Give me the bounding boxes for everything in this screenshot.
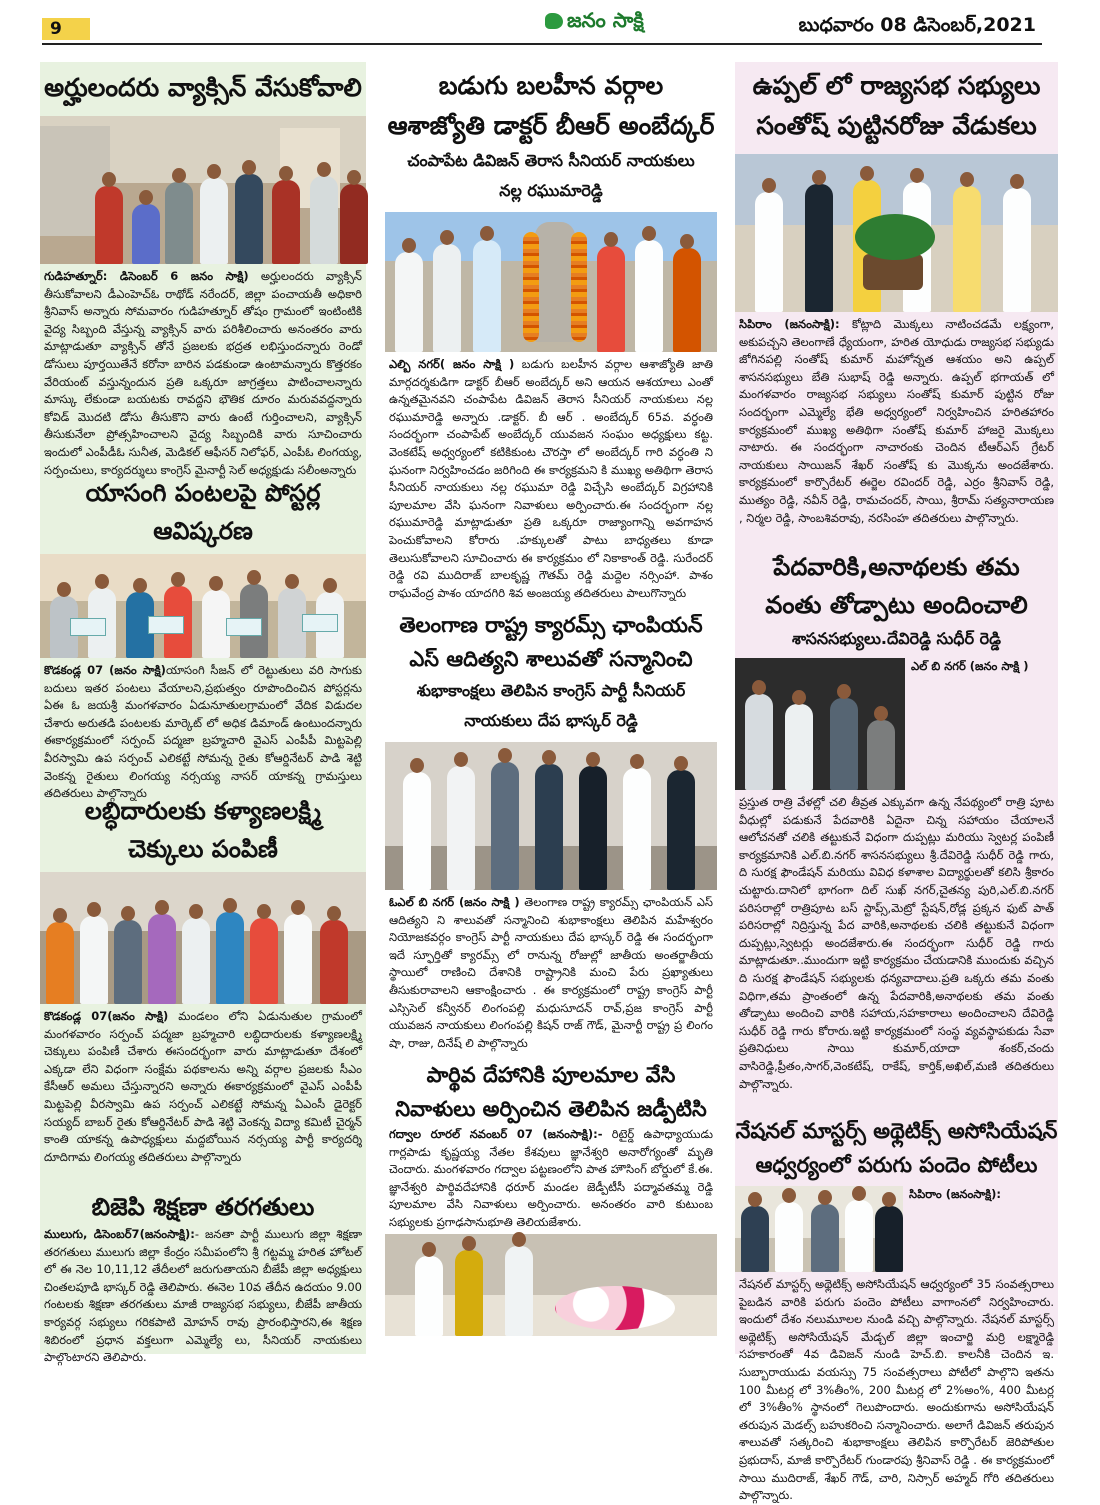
headline-masters-athletics: [735, 1114, 1058, 1182]
article-ambedkar-body: [385, 356, 717, 604]
dateline-bjp: ములుగు, డిసెంబర్7(జనంసాక్షి):: [44, 1227, 195, 1241]
article-carroms-body: [385, 894, 717, 1054]
article-blanket-intro: [909, 658, 1061, 794]
dateline-tribute: గద్వాల రూరల్ నవంబర్ 07 (జనంసాక్షి):-: [389, 1127, 603, 1141]
photo-ambedkar-statue: [385, 212, 717, 352]
photo-cheque-distribution: [40, 872, 366, 1004]
headline-line-1: యాసంగి పంటలపై పోస్టర్ల: [85, 479, 321, 507]
article-uppal-body: [735, 316, 1058, 542]
dateline-ambedkar: ఎల్బి నగర్( జనం సాక్షి ): [389, 357, 515, 371]
subhead-line-1: చంపాపేట డివిజన్ తెరాస సీనియర్ నాయకులు: [407, 151, 695, 170]
headline-line-2: ఆశాజ్యోతి డాక్టర్ బీఆర్ అంబేద్కర్: [387, 111, 715, 140]
dateline-blanket: ఎల్ బి నగర్ (జనం సాక్షి ): [911, 659, 1029, 673]
article-blanket-body: [735, 794, 1058, 1110]
article-bjp-body: [40, 1226, 366, 1365]
logo-text: జనం సాక్షి: [567, 8, 644, 32]
article-text: నేషనల్ మాస్టర్స్ అథ్లెటిక్స్ అసోసియేషన్ ఆధ్వర్యంలో 35 సంవత్సరాలు పైబడిన వారికి పరుగు పందెం పోటీలు వాగాంనలో నిర్వహించారు. ఇందులో దేశం నలుమూలల నుండి వచ్చి పాల్గొన్నారు. నేషనల్ మాస్టర్స్ అథ్లెటిక్స్ అసోసియేషన్ మేడ్చల్ జిల్లా ఇంచార్జి మర్రి లక్ష్మారెడ్డి సహకారంతో 4వ డివిజన్ నుండి హెచ్.బి. కాలనీకి చెందిన ఇ. సుబ్బారాయుడు వయస్సు 75 సంవత్సరాలు పోటీలో పాల్గొని ఇతను 100 మీటర్ల లో 3%తీం%, 200 మీటర్ల లో 2%అం%, 400 మీటర్ల లో 3%తీం% స్థానంలో గెలుపొందారు. అందుకుగాను అసోసియేషన్ తరుపున మెడల్స్ బహుకరించి సన్మానించారు. అలాగే డివిజన్ తరుపున శాలువతో సత్కరించి శుభాకాంక్షలు తెలిపిన కార్పొరేటర్ జెరిపోతుల ప్రభుదాస్, మాజీ కార్పొరేటర్ గుండారపు శ్రీనివాస్ రెడ్డి . ఈ కార్యక్రమంలో సాయి ముదిరాజ్, శేఖర్ గౌడ్, చారి, నిస్సార్ అహ్మద్ గోరి తదితరులు పాల్గొన్నారు.: [739, 1277, 1054, 1503]
column-left: [40, 62, 366, 1365]
article-tribute-body: [385, 1126, 717, 1230]
article-vaccine-body: [40, 268, 366, 477]
article-athletics-intro: [907, 1186, 1061, 1276]
subhead-carroms: [385, 676, 717, 736]
dateline-carroms: ఓఎల్ బి నగర్ (జనం సాక్షి ): [389, 895, 520, 909]
article-posters-body: [40, 662, 366, 801]
headline-line-1: బడుగు బలహీన వర్గాల: [438, 71, 664, 100]
headline-line-2: ఆధ్వర్యంలో పరుగు పందెం పోటీలు: [755, 1153, 1038, 1177]
headline-vaccine: అర్హులందరు వ్యాక్సిన్ వేసుకోవాలి: [44, 73, 362, 102]
article-text: - జనతా పార్టీ ములుగు జిల్లా శిక్షణా తరగతులు ములుగు జిల్లా కేంద్రం సమీపంలోని శ్రీ గట్టమ్మ హరిత హోటల్ లో ఈ నెల 10,11,12 తేదీలలో జరుగుతాయని బీజేపీ జిల్లా అధ్యక్షులు చింతలపూడి భాస్కర్ రెడ్డి తెలిపారు. ఈనెల 10వ తేదీన ఉదయం 9.00 గంటలకు శిక్షణా తరగతులు మాజీ రాజ్యసభ సభ్యులు, బీజేపీ జాతీయ కార్యవర్గ సభ్యులు గరికపాటి మోహన్ రావు ప్రారంభిస్తారని,ఈ శిక్షణ శిబిరంలో ప్రధాన వక్తలుగా ఎమ్మెల్యే లు, సీనియర్ నాయకులు పాల్గొంటారని తెలిపారు.: [44, 1227, 362, 1365]
headline-ambedkar: [385, 66, 717, 146]
article-text: ప్రస్తుత రాత్రి వేళల్లో చలి తీవ్రత ఎక్కువగా ఉన్న నేపథ్యంలో రాత్రి పూట వీధుల్లో పడుకునే పేదవారికి ఏదైనా చిన్న సహాయం చేయాలనే ఆలోచనతో చలికి తట్టుకునే విధంగా దుప్పట్లు మరియు స్వెటర్ల పంపిణీ కార్యక్రమానికి ఎల్.బి.నగర్ శాసనసభ్యులు శ్రీ.దేవిరెడ్డి సుధీర్ రెడ్డి గారు, ది సురక్ష ఫౌండేషన్ మరియు వివిధ కళాశాల విద్యార్థులతో కలిసి శ్రీకారం చుట్టారు.దానిలో భాగంగా దిల్ సుఖ్ నగర్,చైతన్య పురి,ఎల్.బి.నగర్ పరిసరాల్లో రాత్రిపూట బస్ స్టాప్స్,మెట్రో స్టేషన్,రోడ్ల ప్రక్కన ఫుట్ పాత్ పరిసరాల్లో నిద్రిస్తున్న పేద వారికి,అనాథలకు చలికి తట్టుకునే విధంగా దుప్పట్లు,స్వెటర్లు అందజేశారు.ఈ సందర్భంగా సుధీర్ రెడ్డి గారు మాట్లాడుతూ..ముందుగా ఇట్టి కార్యక్రమం చేయడానికి ముందుకు వచ్చిన ది సురక్ష ఫౌండేషన్ సభ్యులకు ధన్యవాదాలు.ప్రతి ఒక్కరు తమ వంతు విధిగా,తమ ప్రాంతంలో ఉన్న పేదవారికి,అనాథలకు తమ వంతు తోడ్పాటు అందించి వారికి సహాయ,సహకారాలు అందించాలని దేవిరెడ్డి సుధీర్ రెడ్డి గారు కోరారు.ఇట్టి కార్యక్రమంలో సంస్థ వ్యవస్థాపకుడు సేవా ప్రతినిధులు సాయి కుమార్,యాదా శంకర్,చందు వాసిరెడ్డి,ప్రీతం,సాగర్,వెంకటేష్, రాకేష్, కార్తిక్,అఖిల్,మణి తదితరులు పాల్గొన్నారు.: [739, 795, 1054, 1091]
headline-line-1: పేదవారికి,అనాథలకు తమ: [773, 553, 1020, 581]
photo-carrom-champion-felicitation: [385, 742, 717, 890]
article-text: కోట్లాది మొక్కలు నాటించడమే లక్ష్యంగా, అకుపచ్చని తెలంగాణే ధ్యేయంగా, హరిత యోధుడు రాజ్యసభ సభ్యుడు జోగినపల్లి సంతోష్ కుమార్ మహోన్నత ఆశయం అని ఉప్పల్ శాసనసభ్యులు బేతి సుభాష్ రెడ్డి అన్నారు. ఉప్పల్ భగాయత్ లో మంగళవారం రాజ్యసభ సభ్యులు సంతోష్ కుమార్ పుట్టిన రోజు సందర్భంగా ఎమ్మెల్యే భేతి అధ్వర్యంలో నిర్వహించిన హరితహారం కార్యక్రమంలో ముఖ్య అతిథిగా సంతోష్ కుమార్ హాజరై మొక్కలు నాటారు. ఈ సందర్భంగా నాచారంకు చెందిన టీఆర్ఎస్ గ్రేటర్ నాయకులు సాయిజన్ శేఖర్ సంతోష్ కు మొక్కను అందజేశారు. కార్యక్రమంలో కార్పొరేటర్ ఈర్జెల రవిందర్ రెడ్డి, ఎర్రం శ్రీనివాస్ రెడ్డి, ముత్యం రెడ్డి, నవీన్ రెడ్డి, రామచందర్, సాయి, శ్రీరామ్ సత్యనారాయణ , నిర్మల రెడ్డి, సాంబశివరావు, నరసింహ తదితరులు పాల్గొన్నారు.: [739, 317, 1054, 525]
article-text: బడుగు బలహీన వర్గాల ఆశాజ్యోతి జాతి మార్గదర్శకుడిగా డాక్టర్ బీఆర్ అంబేద్కర్ అని ఆయన ఆశయాలు ఎంతో ఉన్నతమైనవని చంపాపేట డివిజన్ తెరాస సీనియర్ నాయకులు నల్ల రఘుమారెడ్డి అన్నారు .డాక్టర్. బీ ఆర్ . అంబేద్కర్ 65వ. వర్ధంతి సందర్భంగా చంపాపేట్ అంబేద్కర్ యువజన సంఘం అధ్యక్షులు కట్ట. వెంకటేష్ అధ్వర్యంలో కటికికుంట చౌరస్తా లో అంబేద్కర్ గారి వర్ధంతి ని ఘనంగా నిర్వహించడం జరిగింది ఈ కార్యక్రమని కి ముఖ్య అతిథిగా తెరాస సీనియర్ నాయకులు నల్ల రఘుమా రెడ్డి విచ్చేసి అంబేద్కర్ విగ్రహానికి పూలమాల వేసి ఘనంగా నివాళులు అర్పించారు.ఈ సందర్భంగా నల్ల రఘుమారెడ్డి మాట్లాడుతూ ప్రతి ఒక్కరూ రాజ్యాంగాన్ని అవగాహన పెంచుకోవాలని కోరారు .హక్కులతో పాటు బాధ్యతలు కూడా తెలుసుకోవాలని సూచించారు ఈ కార్యక్రమం లో నికాకాంత్ రెడ్డి. సురేందర్ రెడ్డి రవి ముదిరాజ్ బాలకృష్ణ గౌతమ్ రెడ్డి మద్దెల నర్సింహా. పాశం రాఘవేంద్ర పాశం యాదగిరి శివ అంజయ్య తదితరులు పాలుగొన్నారు: [389, 357, 714, 600]
headline-line-2: ఎస్ ఆదిత్యని శాలువతో సన్మానించి: [409, 647, 693, 671]
headline-line-2: చెక్కులు పంపిణీ: [128, 835, 278, 863]
headline-line-2: నివాళులు అర్పించిన తెలిపిన జడ్పీటిసి: [395, 1097, 707, 1121]
article-blanket-top: [735, 658, 1058, 794]
article-text: యాసంగి సీజన్ లో రెట్టుతులు వరి సాగుకు బదులు ఇతర పంటలు వేయాలని,ప్రభుత్వం రూపొందించిన పోస్టర్లను ఏఈ ఓ జయశ్రీ మంగళవారం ఏడునూతులగ్రామంలో వేదిక విడుదల చేశారు అరుతడి పంటలకు మార్కెట్ లో అధిక డిమాండ్ ఉంటుందన్నారు ఈకార్యక్రమంలో సర్పంచ్ పద్మజా బ్రహ్మచారి వైఎస్ ఎంపీపీ మిట్టపెల్లి వీరస్వామి ఉప సర్పంచ్ ఎలికట్టే సోమన్న రైతు కోఆర్డినేటర్ పాడి శెట్టి వెంకన్న రైతులు లింగయ్య నర్సయ్య నాసర్ యాకన్న గ్రామస్తులు తదితరులు పాల్గొన్నారు: [44, 663, 362, 801]
dateline-uppal: సిపిరాం (జనంసాక్షి):: [739, 317, 840, 331]
column-center: [385, 62, 717, 1354]
subhead-line-2: నాయకులు దేప భాస్కర్ రెడ్డి: [464, 711, 638, 730]
dateline-posters: కొడకండ్ల 07 (జనం సాక్షి): [44, 663, 166, 677]
photo-poster-release: [40, 554, 366, 658]
headline-line-1: ఉప్పల్ లో రాజ్యసభ సభ్యులు: [752, 71, 1041, 100]
photo-plant-sapling: [735, 154, 1058, 312]
headline-kalyana-lakshmi: [40, 792, 366, 868]
headline-tribute: [385, 1058, 717, 1126]
headline-line-1: తెలంగాణ రాష్ట్ర క్యారమ్స్ ఛాంపియన్: [399, 613, 703, 637]
headline-blanket-distribution: [735, 548, 1058, 624]
dateline-vaccine: గుడిహత్నూర్: డిసెంబర్ 6 జనం సాక్షి): [44, 269, 249, 283]
headline-line-1: పార్థివ దేహానికి పూలమాల వేసి: [426, 1063, 676, 1087]
article-text: తెలంగాణ రాష్ట్ర క్యారమ్స్ ఛాంపియన్ ఎస్ ఆదిత్యని ని శాలువతో సన్మానించి శుభాకాంక్షలు తెలిపిన మహేశ్వరం నియోజకవర్గం కాంగ్రెస్ పార్టీ నాయకులు దేప భాస్కర్ రెడ్డి ఈ సందర్భంగా ఇదే స్ఫూర్తితో క్యారమ్స్ లో రానున్న రోజుల్లో జాతీయ అంతర్జాతీయ స్థాయిలో రాణించి దేశానికి రాష్ట్రానికి మంచి పేరు ప్రఖ్యాతులు తీసుకురావాలని ఆకాంక్షించారు . ఈ కార్యక్రమంలో రాష్ట్ర కాంగ్రెస్ పార్టీ ఎస్సిసెల్ కన్వీనర్ లింగంపల్లి మధుసూదన్ రావ్,ప్రజ కాంగ్రెస్ పార్టీ యువజన నాయకులు లింగంపల్లి కిషన్ రాజ్ గౌడ్, మైనార్టీ రాష్ట్ర ప్ర లింగం షా, రాజు, దినేష్ లి పాల్గొన్నారు: [389, 895, 714, 1050]
column-right: [735, 62, 1058, 1503]
subhead-line-2: నల్ల రఘుమారెడ్డి: [499, 181, 603, 200]
headline-bjp-training: బిజెపి శిక్షణా తరగతులు: [91, 1193, 315, 1221]
newspaper-logo: [545, 8, 644, 37]
photo-night-distribution: [735, 658, 905, 790]
dateline-kalyana: కొడకండ్ల 07(జనం సాక్షి): [44, 1009, 169, 1023]
headline-line-1: నేషనల్ మాస్టర్స్ అథ్లెటిక్స్ అసోసియేషన్: [735, 1119, 1058, 1143]
article-text: రిటైర్డ్ ఉపాధ్యాయుడు గార్లపాడు కృష్ణయ్య నేతల కేశవులు జ్ఞానేశ్వరి అనారోగ్యంతో మృతి చెందారు. మంగళవారం గద్వాల పట్టణంలోని పాత హౌసింగ్ బోర్డులో కే.ఈ. జ్ఞానేశ్వరి పార్థివదేహానికి ధరూర్ మండల జెడ్పీటీసీ పద్మావతమ్మ రెడ్డి పూలమాల వేసి నివాళులు అర్పించారు. అనంతరం వారి కుటుంబ సభ్యులకు ప్రగాఢసానుభూతి తెలియజేశారు.: [389, 1127, 713, 1229]
photo-athletics-felicitation: [735, 1186, 903, 1272]
subhead-line-1: శుభాకాంక్షలు తెలిపిన కాంగ్రెస్ పార్టీ సీనియర్: [416, 681, 686, 700]
subhead-blanket: శాసనసభ్యులు.దేవిరెడ్డి సుధీర్ రెడ్డి: [792, 629, 1001, 648]
headline-posters: [40, 474, 366, 550]
article-kalyana-body: [40, 1008, 366, 1184]
dateline-athletics: సిపిరాం (జనంసాక్షి):: [909, 1187, 1002, 1201]
headline-carroms: [385, 608, 717, 676]
photo-vaccination-visit: [40, 116, 366, 264]
page-number: 9: [42, 18, 90, 40]
headline-line-2: సంతోష్ పుట్టినరోజు వేడుకలు: [756, 111, 1037, 140]
telangana-map-icon: [545, 13, 563, 29]
article-athletics-body: [735, 1276, 1058, 1503]
subhead-ambedkar: [385, 146, 717, 206]
headline-line-2: వంతు తోడ్పాటు అందించాలి: [765, 591, 1028, 619]
header-rule: [42, 43, 1042, 45]
article-text: మండలం లోని ఏడునుతుల గ్రామంలో మంగళవారం సర్పంచ్ పద్మజా బ్రహ్మచారి లబ్ధిదారులకు కళ్యాణలక్ష్మి చెక్కులు పంపిణీ చేశారు ఈసందర్భంగా వారు మాట్లాడుతూ దేశంలో ఎక్కడా లేని విధంగా సంక్షేమ పథకాలను అన్ని వర్గాల ప్రజలకు సీఎం కేసీఆర్ అమలు చేస్తున్నారని అన్నారు ఈకార్యక్రమంలో వైఎస్ ఎంపీపీ మిట్టపెల్లి వీరస్వామి ఉప సర్పంచ్ ఎలికట్టే సోమన్న ఏఎంసీ డైరెక్టర్ సయ్యద్ బాబర్ రైతు కోఆర్డినేటర్ పాడి శెట్టి వెంకన్న విద్యా కమిటీ చైర్మన్ కాంతి యాకన్న ఉపాధ్యక్షులు మద్దబోయిన నర్సయ్య పార్టీ కార్యదర్శి దూదిగామ లింగయ్య తదితరులు పాల్గొన్నారు: [44, 1009, 362, 1164]
article-athletics-top: [735, 1186, 1058, 1276]
headline-line-1: లబ్ధిదారులకు కళ్యాణలక్ష్మి: [84, 797, 322, 825]
issue-date: బుధవారం 08 డిసెంబర్,2021: [798, 14, 1036, 36]
photo-tribute-garland: [385, 1234, 717, 1336]
headline-line-2: ఆవిష్కరణ: [153, 517, 253, 545]
article-text: అర్హులందరు వ్యాక్సిన్ తీసుకోవాలని డీఎంహెచ్ఓ రాథోడ్ నరేందర్, జిల్లా పంచాయతీ అధికారి శ్రీనివాస్ అన్నారు సోమవారం గుడిహత్నూర్ తోషం గ్రామంలో ఇంటింటికి వైద్య సిబ్బంది వేస్తున్న వ్యాక్సిన్ వారు పరిశీలించారు అనంతరం వారు మాట్లాడుతూ వ్యాక్సిన్ తోనే ప్రజలకు భద్రత లభిస్తుందన్నారు రెండో డోసులు పూర్తయితేనే కరోనా బారిన పడకుండా ఉంటామన్నారు కొత్తరకం వేరియంట్ వస్తున్నందున ప్రతి ఒక్కరూ జాగ్రత్తలు పాటించాలన్నారు మాస్కు లేకుండా బయటకు రావద్దని భౌతిక దూరం మరువవద్దన్నారు కోవిడ్ మొదటి డోసు తీసుకొని వారు ఉంటే గుర్తించాలని, వ్యాక్సిన్ తీసుకునేలా ప్రోత్సహించాలని వైద్య సిబ్బందికి వారు సూచించారు ఇందులో ఎంపీడీఓ సునీత, మెడికల్ ఆఫీసర్ నిలోఫర్, ఎంపీఓ లింగయ్య, సర్పంచులు, కార్యదర్శులు కాంగ్రెస్ మైనార్టీ సెల్ అధ్యక్షుడు సలీంఅన్నారు: [44, 269, 362, 477]
masthead: [0, 0, 1100, 48]
headline-uppal-birthday: [735, 66, 1058, 146]
